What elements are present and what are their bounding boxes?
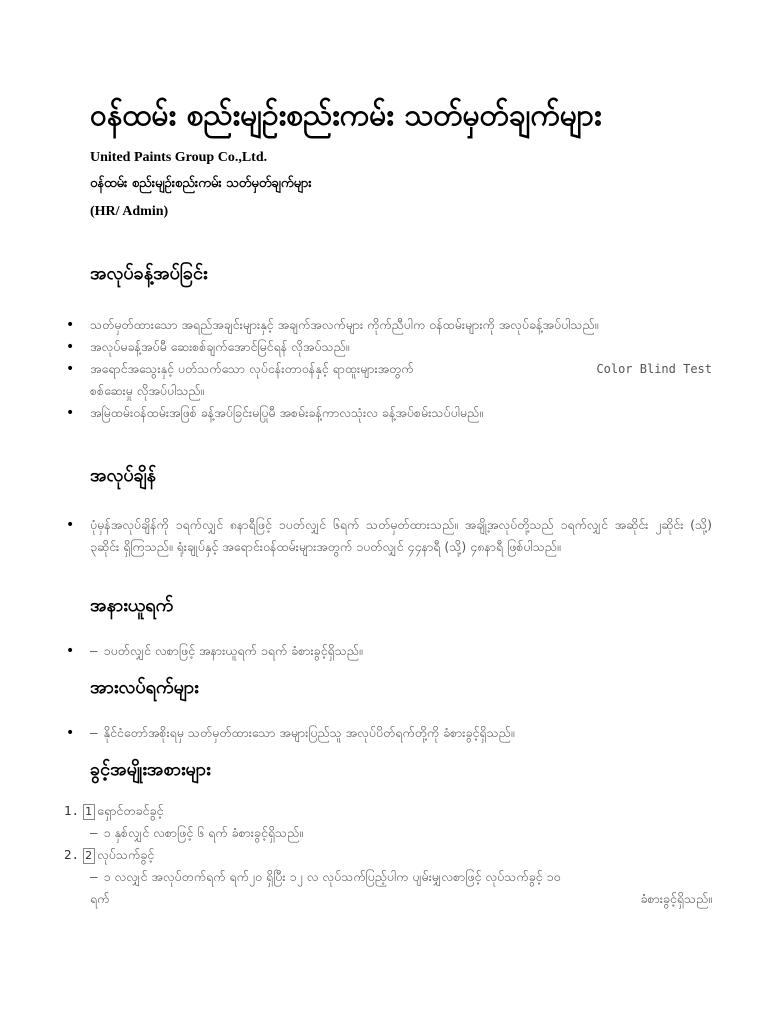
list-item bbox=[64, 358, 712, 402]
list-item-text: • အရောင်အသွေးနှင့် ပတ်သက်သော လုပ်ငန်းတာဝန်နှင့် ရာထူးများအတွက် bbox=[90, 361, 414, 376]
leave-detail bbox=[64, 866, 712, 888]
list-item-line bbox=[90, 358, 712, 380]
company-name: United Paints Group Co.,Ltd. bbox=[90, 150, 268, 165]
leave-detail-text: ရက် bbox=[90, 891, 110, 906]
section-heading-holidays: အားလပ်ရက်များ bbox=[90, 677, 199, 698]
leave-detail-continuation bbox=[64, 888, 712, 910]
leave-detail-text: ၁ နှစ်လျှင် လစာဖြင့် ၆ ရက် ခံစားခွင့်ရှိသည်။ bbox=[103, 825, 304, 840]
dash: – bbox=[90, 643, 98, 658]
hours-list bbox=[64, 514, 712, 558]
list-item: • သတ်မှတ်ထားသော အရည်အချင်းများနှင့် အချက်အလက်များ ကိုက်ညီပါက ဝန်ထမ်းများကို အလုပ်ခန့်အပ်ပါသည်။ bbox=[64, 314, 712, 336]
section-heading-hours: အလုပ်ချိန် bbox=[90, 465, 156, 486]
rest-list bbox=[64, 640, 712, 662]
test-name: Color Blind Test bbox=[596, 362, 712, 376]
item-number: 2. bbox=[64, 847, 80, 862]
leave-detail-text: ခံစားခွင့်ရှိသည်။ bbox=[640, 891, 712, 906]
holidays-list bbox=[64, 722, 712, 744]
document-subtitle: ဝန်ထမ်း စည်းမျဉ်းစည်းကမ်း သတ်မှတ်ချက်များ bbox=[90, 176, 312, 191]
list-item-text: ၁ပတ်လျှင် လစာဖြင့် အနားယူရက် ၁ရက် ခံစားခွင့်ရှိသည်။ bbox=[103, 643, 363, 658]
list-item bbox=[64, 514, 712, 558]
list-item-text: စစ်ဆေးမှု လိုအပ်ပါသည်။ bbox=[90, 383, 205, 398]
leave-title: လုပ်သက်ခွင့် bbox=[97, 847, 155, 862]
list-item-text: ပုံမှန်အလုပ်ချိန်ကို ၁ရက်လျှင် ၈နာရီဖြင့် ၁ပတ်လျှင် ၆ရက် သတ်မှတ်ထားသည်။ အချို့အလုပ်တို့သည် ၁ရက်လျှင် အဆိုင်း bbox=[90, 517, 649, 532]
leave-item bbox=[64, 844, 712, 910]
leave-title: ရှောင်တခင်ခွင့် bbox=[97, 803, 164, 818]
document-title: ဝန်ထမ်း စည်းမျဉ်းစည်းကမ်း သတ်မှတ်ချက်များ bbox=[90, 98, 602, 133]
section-heading-leave: ခွင့်အမျိုးအစားများ bbox=[90, 759, 211, 780]
dash: – bbox=[90, 725, 98, 740]
section-heading-hiring: အလုပ်ခန့်အပ်ခြင်း bbox=[90, 263, 208, 284]
list-item-text: ၂ဆိုင်း (သို့) ၃ဆိုင်း ရှိကြသည်။ ရုံးချုပ်နှင့် အရောင်းဝန်ထမ်းများအတွက် ၁ပတ်လျှင် ၄၄နာရီ (သို့) ၄၈နာရီ ဖြစ်ပါသည်။ bbox=[90, 517, 712, 554]
leave-detail bbox=[64, 822, 712, 844]
dash: – bbox=[90, 825, 98, 840]
item-marker-box: 2 bbox=[83, 848, 95, 864]
hiring-list bbox=[64, 314, 712, 424]
item-number: 1. bbox=[64, 803, 80, 818]
leave-item bbox=[64, 800, 712, 844]
department-label: (HR/ Admin) bbox=[90, 204, 169, 219]
list-item: • အမြဲထမ်းဝန်ထမ်းအဖြစ် ခန့်အပ်ခြင်းမပြုမီ အစမ်းခန့်ကာလသုံးလ ခန့်အပ်စမ်းသပ်ပါမည်။ bbox=[64, 402, 712, 424]
section-heading-rest: အနားယူရက် bbox=[90, 595, 174, 616]
list-item: • အလုပ်မခန့်အပ်မီ ဆေးစစ်ချက်အောင်မြင်ရန် လိုအပ်သည်။ bbox=[64, 336, 712, 358]
leave-list bbox=[64, 800, 712, 910]
list-item-text: နိုင်ငံတော်အစိုးရမှ သတ်မှတ်ထားသော အများပြည်သူ အလုပ်ပိတ်ရက်တို့ကို ခံစားခွင့်ရှိသည်။ bbox=[103, 725, 515, 740]
list-item bbox=[64, 722, 712, 744]
leave-detail-text: ၁ လလျှင် အလုပ်တက်ရက် ရက်၂၀ ရှိပြီး ၁၂ လ လုပ်သက်ပြည့်ပါက ပျမ်းမျှလစာဖြင့် လုပ်သက်ခွင့် ၁၀ bbox=[103, 869, 561, 884]
item-marker-box: 1 bbox=[83, 804, 95, 820]
list-item bbox=[64, 640, 712, 662]
dash: – bbox=[90, 869, 98, 884]
